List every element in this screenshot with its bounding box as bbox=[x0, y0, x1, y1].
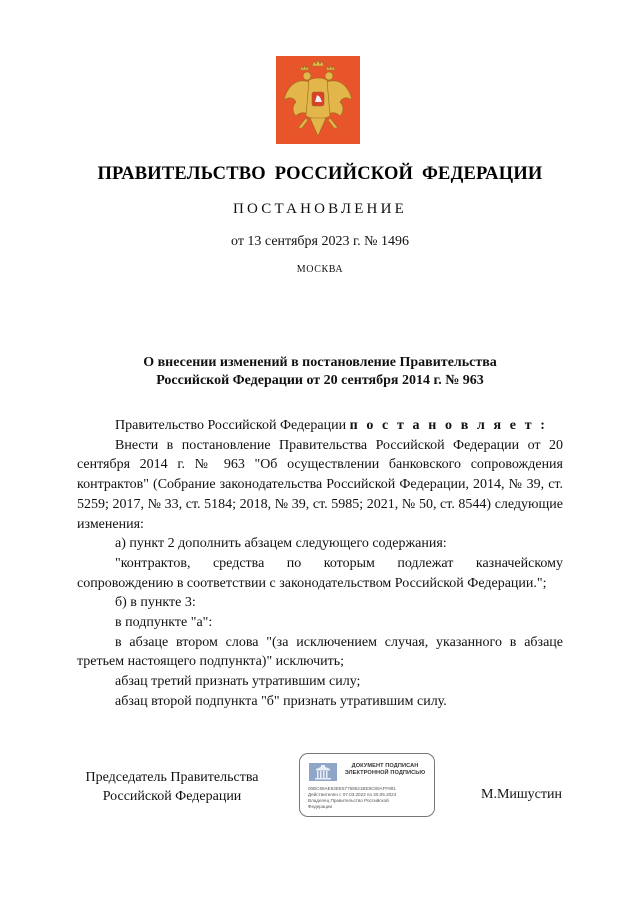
signatory-position bbox=[70, 768, 274, 806]
paragraph-item-b: б) в пункте 3: bbox=[115, 595, 196, 611]
certificate-serial: 00BC69AE63EE67759521BE8C80AFF891 bbox=[308, 786, 396, 791]
certificate-validity: Действителен с 07.03.2023 по 30.05.2024 bbox=[308, 792, 397, 797]
paragraph-subitem-a: в подпункте "а": bbox=[115, 615, 213, 631]
paragraph-exclude: в абзаце втором слова "(за исключением случая, указанного в абзаце третьем настоящего подпункта)" исключить; bbox=[77, 634, 563, 670]
city: МОСКВА bbox=[296, 264, 344, 275]
stamp-header-line-1: ДОКУМЕНТ ПОДПИСАН bbox=[351, 763, 419, 769]
paragraph-repeal-b: абзац второй подпункта "б" признать утратившим силу. bbox=[115, 693, 447, 709]
document-type: ПОСТАНОВЛЕНИЕ bbox=[233, 201, 407, 217]
electronic-signature-stamp bbox=[299, 753, 435, 817]
stamp-header-line-2: ЭЛЕКТРОННОЙ ПОДПИСЬЮ bbox=[344, 770, 426, 776]
document-body bbox=[77, 416, 563, 712]
preamble bbox=[77, 416, 563, 436]
title-line-1: О внесении изменений в постановление Правительства bbox=[143, 355, 497, 370]
position-line-1: Председатель Правительства bbox=[85, 770, 259, 785]
position-line-2: Российской Федерации bbox=[102, 789, 242, 804]
signatory-name: М.Мишустин bbox=[481, 787, 562, 802]
title-line-2: Российской Федерации от 20 сентября 2014 г. № 963 bbox=[156, 373, 484, 388]
document-title bbox=[80, 354, 560, 390]
government-name: ПРАВИТЕЛЬСТВО РОССИЙСКОЙ ФЕДЕРАЦИИ bbox=[97, 164, 543, 184]
government-building-icon bbox=[308, 762, 338, 782]
preamble-subject: Правительство Российской Федерации bbox=[115, 418, 347, 433]
certificate-owner-line-2: Федерации bbox=[308, 804, 333, 809]
paragraph-amendments: Внести в постановление Правительства Российской Федерации от 20 сентября 2014 г. № 963 "Об осуществлении банковского сопровождения контрактов" (Собрание законодательства Российской Федерации, 2014, № 39, ст. 5259; 2017, № 33, ст. 5184; 2018, № 39, ст. 5985; 2021, № 50, ст. 8544) следующие изменения: bbox=[77, 437, 563, 532]
certificate-owner-line-1: Владелец Правительство Российской bbox=[308, 798, 389, 803]
date-and-number: от 13 сентября 2023 г. № 1496 bbox=[231, 234, 409, 249]
russian-coat-of-arms-icon bbox=[276, 56, 360, 144]
stamp-details bbox=[308, 786, 432, 810]
stamp-header bbox=[338, 763, 432, 777]
preamble-verb: п о с т а н о в л я е т : bbox=[349, 418, 548, 433]
paragraph-item-a: а) пункт 2 дополнить абзацем следующего содержания: bbox=[115, 536, 447, 552]
coat-of-arms-emblem bbox=[276, 56, 360, 144]
paragraph-quote: "контрактов, средства по которым подлежат казначейскому сопровождению в соответствии с законодательством Российской Федерации."; bbox=[77, 555, 563, 591]
paragraph-repeal-3: абзац третий признать утратившим силу; bbox=[115, 674, 361, 690]
